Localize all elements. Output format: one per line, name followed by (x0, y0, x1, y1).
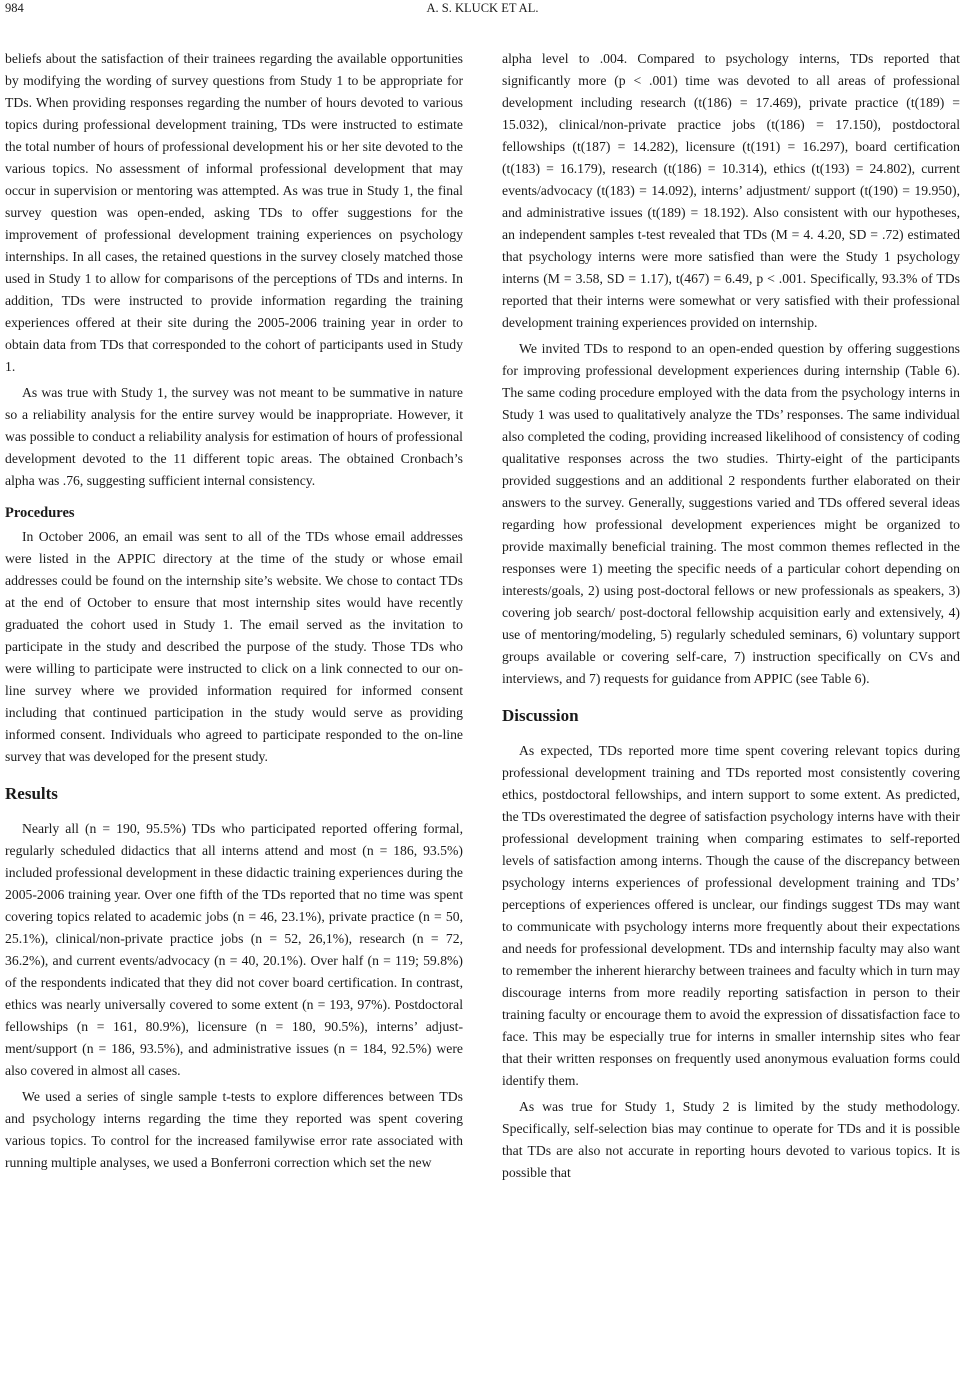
right-column (502, 48, 960, 1184)
procedures-heading: Procedures (5, 505, 75, 521)
paragraph-discussion: As expected, TDs reported more time spent covering relevant topics during professional development training and TDs reported most consistently covering ethics, postdoctoral fellowships, and intern support to some extent. As predicted, the TDs overestimated the degree of satisfaction psychology interns have with their professional development training when comparing estimates to self-reported levels of satisfaction among interns. Though the cause of the discrepancy between psychology interns experiences of professional development training and TDs’ perceptions of experiences offered is unclear, our findings suggest TDs may want to communicate with psychology interns more frequently about their expectations and needs for professional development. TDs and internship faculty may also want to remember the inherent hierarchy between trainees and faculty which in turn may discourage interns from more readily reporting satisfaction in person to their training faculty or encourage them to avoid the expression of dissatisfaction face to face. This may be especially true for interns in smaller internship sites who fear that their written responses on frequently used anonymous evaluation forms could identify them. (502, 743, 960, 1088)
discussion-heading: Discussion (502, 706, 579, 725)
author-running-head: A. S. KLUCK ET AL. (426, 1, 539, 15)
left-column (5, 48, 463, 1174)
paragraph-results-ttests: We used a series of single sample t-tests to explore differences between TDs and psychology interns regarding the time they reported was spent covering various topics. To control for the increased familywise error rate associated with running multiple analyses, we used a Bonferroni correction which set the new (5, 1089, 463, 1170)
results-heading: Results (5, 784, 58, 803)
page-number: 984 (5, 1, 24, 15)
paragraph-results-coverage: Nearly all (n = 190, 95.5%) TDs who participated reported offering formal, regularly scheduled didactics that all interns attend and most (n = 186, 93.5%) included professional development in these didactic training experiences during the 2005-2006 training year. Over one fifth of the TDs reported that no time was spent covering topics related to academic jobs (n = 46, 23.1%), private practice (n = 50, 25.1%), clinical/non-private practice jobs (n = 52, 26,1%), research (n = 72, 36.2%), and current events/advocacy (n = 40, 20.1%). Over half (n = 119; 59.8%) of the respondents indicated that they did not cover board certification. In contrast, ethics was nearly universally covered to some extent (n = 193, 97%). Postdoctoral fellowships (n = 161, 80.9%), licensure (n = 180, 90.5%), interns’ adjustment/support (n = 186, 93.5%), and administrative issues (n = 184, 92.5%) were also covered in almost all cases. (5, 821, 463, 1078)
paragraph-reliability: As was true with Study 1, the survey was not meant to be summative in nature so a reliability analysis for the entire survey would be inappropriate. However, it was possible to conduct a reliability analysis for estimation of hours of professional development devoted to the 11 different topic areas. The obtained Cronbach’s alpha was .76, suggesting sufficient internal consistency. (5, 385, 463, 488)
paragraph-procedures: In October 2006, an email was sent to all of the TDs whose email addresses were listed in the APPIC directory at the time of the study or whose email addresses could be found on the internship site’s website. We chose to contact TDs at the end of October to ensure that most internship sites would have recently graduated the cohort used in Study 1. The email served as the invitation to participate in the study and described the purpose of the study. Those TDs who were willing to participate were instructed to click on a link connected to our on-line survey where we provided information required for informed consent including that continued participation in the study would serve as providing informed consent. Individuals who agreed to participate responded to the on-line survey that was developed for the present study. (5, 529, 463, 764)
running-head (0, 0, 965, 22)
paragraph-measures-continued: beliefs about the satisfaction of their trainees regarding the available opportunities by modifying the wording of survey questions from Study 1 to be appropriate for TDs. When providing responses regarding the number of hours devoted to various topics during professional development training, TDs were instructed to estimate the total number of hours of professional development his or her site devoted to the various topics. No assessment of informal professional development that may occur in supervision or mentoring was attempted. As was true in Study 1, the final survey question was open-ended, asking TDs to offer suggestions for the improvement of professional development training experiences on psychology internships. In all cases, the retained questions in the survey closely matched those used in Study 1 to allow for comparisons of the perceptions of TDs and interns. In addition, TDs were instructed to provide information regarding the training experiences offered at their site during the 2005-2006 training year in order to obtain data from TDs that corresponded to the cohort of participants used in Study 1. (5, 51, 463, 374)
paragraph-results-continued: alpha level to .004. Compared to psychology interns, TDs reported that significantly more (p < .001) time was devoted to all areas of professional development including research (t(186) = 17.469), private practice (t(189) = 15.032), clinical/non-private practice jobs (t(186) = 17.150), postdoctoral fellowships (t(187) = 14.282), licensure (t(191) = 16.297), board certification (t(183) = 16.179), research (t(186) = 10.314), ethics (t(193) = 24.802), current events/advocacy (t(183) = 14.092), interns’ adjustment/ support (t(190) = 19.950), and administrative issues (t(189) = 18.192). Also consistent with our hypotheses, an independent samples t-test revealed that TDs (M = 4. 4.20, SD = .72) estimated that psychology interns were more satisfied than were the Study 1 psychology interns (M = 3.58, SD = 1.17), t(467) = 6.49, p < .001. Specifically, 93.3% of TDs reported that their interns were somewhat or very satisfied with their professional development training experiences provided on internship. (502, 51, 960, 330)
paragraph-suggestions: We invited TDs to respond to an open-ended question by offering suggestions for improving professional development experiences during internship (Table 6). The same coding procedure employed with the data from the psychology interns in Study 1 was used to qualitatively analyze the TDs’ responses. The same individual also completed the coding, providing increased likelihood of consistency of coding qualitative responses across the two studies. Thirty-eight of the participants provided suggestions and an additional 2 respondents further elaborated on their answers to the survey. Generally, suggestions varied and TDs offered several ideas regarding how professional development experiences might be organized to provide maximally beneficial training. The most common themes reflected in the responses were 1) meeting the specific needs of a particular cohort depending on interests/goals, 2) using post-doctoral fellows or new professionals as speakers, 3) covering job search/ post-doctoral fellowship acquisition early and extensively, 4) use of mentoring/modeling, 5) regularly scheduled seminars, 6) voluntary support groups available or covering self-care, 7) instruction specifically on CVs and interviews, and 7) requests for guidance from APPIC (see Table 6). (502, 341, 960, 686)
paragraph-limitations: As was true for Study 1, Study 2 is limited by the study methodology. Specifically, self-selection bias may continue to operate for TDs and it is possible that TDs are also not accurate in reporting hours devoted to various topics. It is possible that (502, 1099, 960, 1180)
